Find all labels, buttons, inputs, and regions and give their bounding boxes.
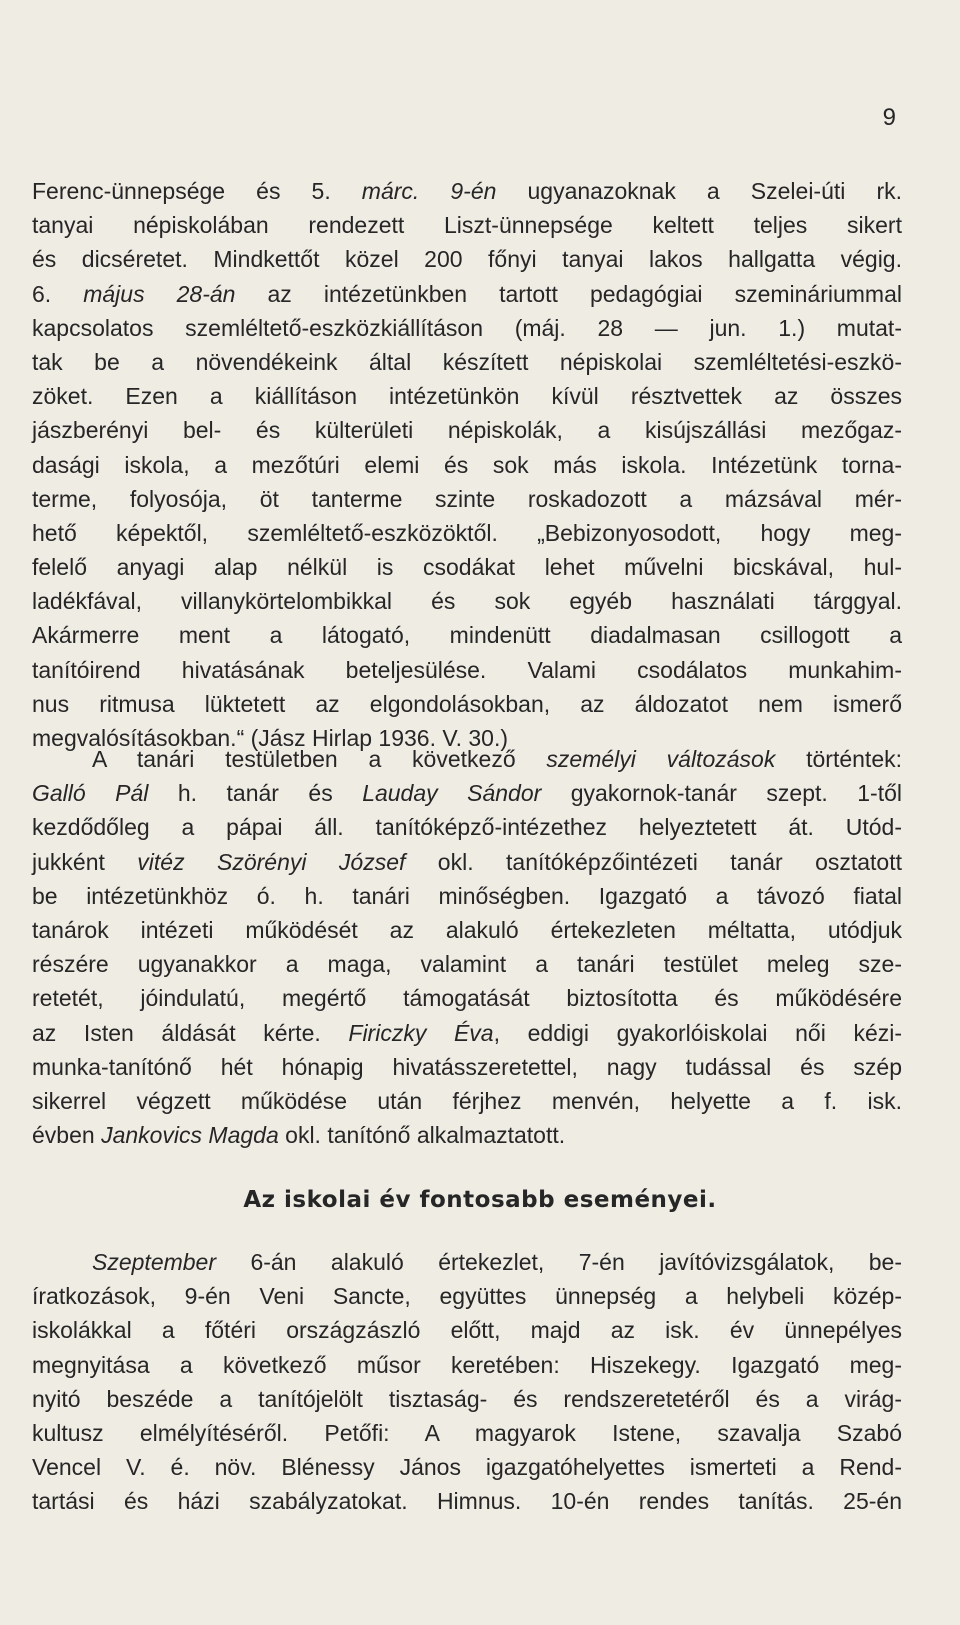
italic-run: vitéz Szörényi József (137, 848, 406, 875)
text-run: megnyitása a következő műsor keretében: Hiszekegy. Igazgató meg- (32, 1351, 902, 1378)
text-line (32, 516, 902, 550)
paragraph-1 (32, 174, 902, 755)
italic-run: Lauday Sándor (362, 780, 542, 807)
text-line (32, 1416, 902, 1450)
text-line (32, 379, 902, 413)
text-line (32, 776, 902, 810)
paragraph-2 (32, 742, 902, 1152)
paragraph-3 (32, 1245, 902, 1519)
text-line (32, 550, 902, 584)
text-run: az Isten áldását kérte. (32, 1019, 349, 1046)
text-line (32, 687, 902, 721)
text-run: kultusz elmélyítéséről. Petőfi: A magyarok Istene, szavalja Szabó (32, 1419, 902, 1446)
text-run: Akármerre ment a látogató, mindenütt diadalmasan csillogott a (32, 622, 902, 649)
text-run: évben (32, 1122, 102, 1149)
text-line (32, 1050, 902, 1084)
text-run: munka-tanítónő hét hónapig hivatásszeretettel, nagy tudással és szép (32, 1053, 902, 1080)
text-run: kapcsolatos szemléltető-eszközkiállításon (máj. 28 — jun. 1.) mutat- (32, 314, 902, 341)
text-line (32, 1450, 902, 1484)
text-run: történtek: (775, 746, 902, 772)
italic-run: Jankovics Magda (101, 1122, 279, 1149)
text-line (32, 482, 902, 516)
text-line (32, 242, 902, 276)
text-run: Vencel V. é. növ. Blénessy János igazgatóhelyettes ismerteti a Rend- (32, 1454, 902, 1481)
text-run: Ferenc-ünnepsége és 5. (32, 178, 362, 204)
italic-run: márc. 9-én (361, 178, 497, 204)
text-run: dasági iskola, a mezőtúri elemi és sok más iskola. Intézetünk torna- (32, 451, 902, 478)
text-run: megvalósításokban.“ (Jász Hirlap 1936. V. 30.) (32, 725, 509, 751)
text-line (32, 413, 902, 447)
text-run: íratkozások, 9-én Veni Sancte, együttes ünnepség a helybeli közép- (32, 1283, 902, 1310)
text-line (32, 742, 902, 776)
text-line (32, 448, 902, 482)
text-line (32, 277, 902, 311)
text-line (32, 1245, 902, 1279)
text-line (32, 208, 902, 242)
text-line (32, 1484, 902, 1518)
text-run: okl. tanítóképzőintézeti tanár osztatott (405, 848, 903, 875)
text-line (32, 947, 902, 981)
text-line (32, 1118, 902, 1152)
text-run: részére ugyanakkor a maga, valamint a tanári testület meleg sze- (32, 951, 902, 978)
text-run: tanyai népiskolában rendezett Liszt-ünnepsége keltett teljes sikert (32, 212, 902, 239)
text-run: A tanári testületben a következő (92, 746, 547, 772)
text-run: zöket. Ezen a kiállításon intézetünkön kívül résztvettek az összes (32, 383, 902, 410)
text-run: jukként (32, 848, 138, 875)
text-run: az intézetünkben tartott pedagógiai szemináriummal (235, 280, 902, 307)
text-run: iskolákkal a főtéri országzászló előtt, majd az isk. év ünnepélyes (32, 1317, 902, 1344)
text-line (32, 1348, 902, 1382)
italic-run: Firiczky Éva (348, 1019, 494, 1046)
text-run: hető képektől, szemléltető-eszközöktől. „Bebizonyosodott, hogy meg- (32, 519, 902, 546)
text-line (32, 845, 902, 879)
italic-run: Szeptember (92, 1249, 217, 1275)
text-line (32, 1016, 902, 1050)
text-run: okl. tanítónő alkalmaztatott. (278, 1122, 566, 1149)
text-line (32, 810, 902, 844)
text-line (32, 311, 902, 345)
text-run: ugyanazoknak a Szelei-úti rk. (496, 178, 903, 204)
text-run: tartási és házi szabályzatokat. Himnus. 10-én rendes tanítás. 25-én (32, 1488, 902, 1515)
page-number: 9 (882, 104, 896, 131)
text-run: retetét, jóindulatú, megértő támogatását biztosította és működésére (32, 985, 902, 1012)
italic-run: személyi változások (546, 746, 776, 772)
text-line (32, 1313, 902, 1347)
text-run: sikerrel végzett működése után férjhez menvén, helyette a f. isk. (32, 1087, 902, 1114)
text-line (32, 879, 902, 913)
text-run: 6. (32, 280, 84, 307)
text-line (32, 584, 902, 618)
text-line (32, 1084, 902, 1118)
italic-run: Galló Pál (32, 780, 149, 807)
text-line (32, 1382, 902, 1416)
text-line (32, 653, 902, 687)
text-run: tanítóirend hivatásának beteljesülése. Valami csodálatos munkahim- (32, 656, 902, 683)
text-run: , eddigi gyakorlóiskolai női kézi- (493, 1019, 903, 1046)
italic-run: május 28-án (83, 280, 236, 307)
text-run: kezdődőleg a pápai áll. tanítóképző-intézethez helyeztetett át. Utód- (32, 814, 902, 841)
text-run: 6-án alakuló értekezlet, 7-én javítóvizsgálatok, be- (216, 1249, 902, 1275)
text-line (32, 1279, 902, 1313)
section-heading: Az iskolai év fontosabb eseményei. (243, 1187, 717, 1213)
text-line (32, 913, 902, 947)
text-run: és dicséretet. Mindkettőt közel 200 főnyi tanyai lakos hallgatta végig. (32, 246, 902, 273)
text-run: be intézetünkhöz ó. h. tanári minőségben. Igazgató a távozó fiatal (32, 882, 902, 909)
text-run: nus ritmusa lüktetett az elgondolásokban, az áldozatot nem ismerő (32, 690, 902, 717)
text-run: nyitó beszéde a tanítójelölt tisztaság- és rendszeretetéről és a virág- (32, 1385, 902, 1412)
text-run: jászberényi bel- és külterületi népiskolák, a kisújszállási mezőgaz- (32, 417, 902, 444)
text-run: h. tanár és (148, 780, 363, 807)
text-run: tanárok intézeti működését az alakuló értekezleten méltatta, utódjuk (32, 916, 902, 943)
text-run: felelő anyagi alap nélkül is csodákat lehet művelni bicskával, hul- (32, 554, 902, 581)
text-run: ladékfával, villanykörtelombikkal és sok egyéb használati tárggyal. (32, 588, 902, 615)
text-line (32, 618, 902, 652)
text-run: terme, folyosója, öt tanterme szinte roskadozott a mázsával mér- (32, 485, 902, 512)
text-line (32, 981, 902, 1015)
text-run: gyakornok-tanár szept. 1-től (541, 780, 902, 807)
text-run: tak be a növendékeink által készített népiskolai szemléltetési-eszkö- (32, 348, 902, 375)
text-line (32, 174, 902, 208)
text-line (32, 345, 902, 379)
